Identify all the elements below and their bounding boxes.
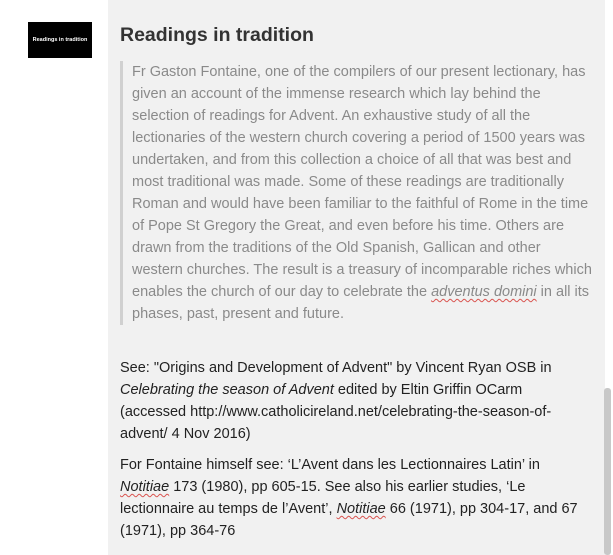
quote-italic: adventus domini [431, 284, 537, 300]
journal-title-2: Notitiae [336, 501, 386, 517]
book-title: Celebrating the season of Advent [120, 382, 334, 398]
source-note[interactable]: See: "Origins and Development of Advent" by Vincent Ryan OSB in Celebrating the season of Advent edited by Eltin Griffin OCarm (accessed http://www.catholicireland.net/celebrating-the-season-of-advent/ 4 Nov 2016) [120, 360, 552, 442]
journal-title: Notitiae [120, 479, 170, 495]
quote-block [120, 61, 592, 325]
source-url[interactable]: http://www.catholicireland.net/celebrating-the-season-of-advent/ [120, 404, 552, 442]
quote-text[interactable]: Fr Gaston Fontaine, one of the compilers of our present lectionary, has given an account of the immense research which lay behind the selection of readings for Advent. An exhaustive study of all the lectionaries of the western church covering a period of 1500 years was undertaken, and from this collection a choice of all that was best and most traditional was made. Some of these readings are traditionally Roman and would have been familiar to the faithful of Rome in the time of Pope St Gregory the Great, and even before his time. Others are drawn from the traditions of the Old Spanish, Gallican and other western churches. The result is a treasury of incomparable riches which enables the church of our day to celebrate the adventus domini in all its phases, past, present and future. [132, 64, 592, 322]
post-thumbnail[interactable] [28, 22, 92, 58]
section-heading: Readings in tradition [120, 24, 314, 46]
scrollbar-thumb[interactable] [604, 388, 611, 555]
fontaine-note[interactable]: For Fontaine himself see: ‘L’Avent dans les Lectionnaires Latin’ in Notitiae 173 (1980), pp 605-15. See also his earlier studies, ‘Le lectionnaire au temps de l’Avent’, Notitiae 66 (1971), pp 304-17, and 67 (1971), pp 364-76 [120, 457, 578, 539]
thumbnail-label: Readings in tradition [32, 37, 88, 43]
